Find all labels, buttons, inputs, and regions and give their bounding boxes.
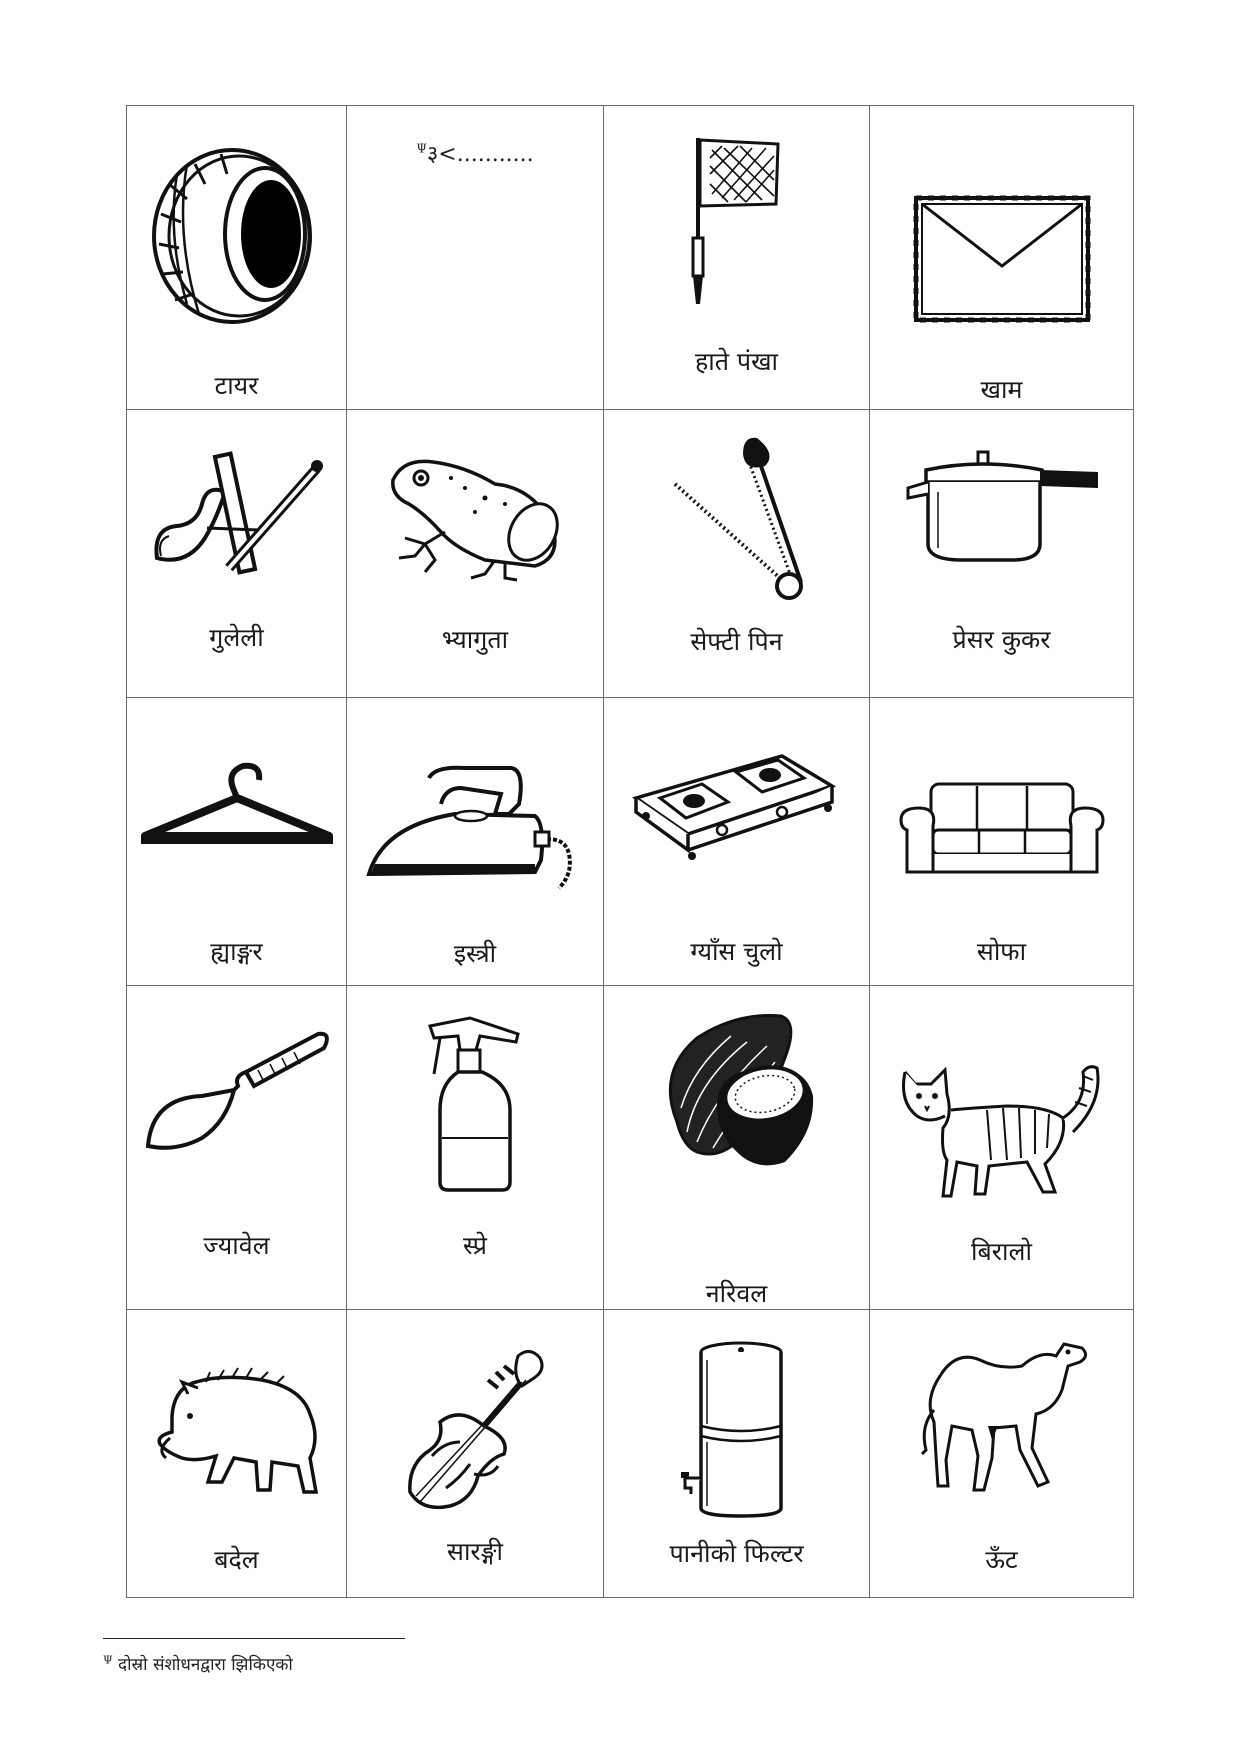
picture-word-grid — [126, 105, 1134, 1598]
word-label: प्रेसर कुकर — [952, 625, 1051, 654]
removed-entry-text: ३<........... — [426, 142, 534, 167]
word-label: खाम — [980, 375, 1023, 404]
cell-iron — [347, 698, 604, 986]
hand-fan-icon — [682, 134, 792, 314]
word-label: स्प्रे — [463, 1231, 487, 1260]
gas-stove-icon — [632, 750, 842, 870]
pressure-cooker-icon — [902, 448, 1102, 568]
cell-sofa — [870, 698, 1134, 986]
footnote — [103, 1652, 293, 1675]
word-label: बिरालो — [971, 1237, 1032, 1266]
slingshot-icon — [147, 448, 327, 578]
boar-icon — [152, 1366, 322, 1496]
footnote-marker: Ψ — [416, 141, 427, 156]
cell-slingshot — [127, 410, 347, 698]
word-label: सारङ्गी — [447, 1537, 503, 1566]
footnote-marker: Ψ — [103, 1653, 113, 1667]
cell-frog — [347, 410, 604, 698]
frog-icon — [385, 448, 565, 583]
word-label: ग्याँस चुलो — [690, 937, 783, 966]
coconut-icon — [657, 1012, 817, 1172]
iron-icon — [365, 764, 585, 894]
footnote-text: दोस्रो संशोधनद्वारा झिकिएको — [112, 1655, 293, 1675]
word-label: इस्त्री — [453, 939, 497, 968]
word-label: सेफ्टी पिन — [690, 627, 783, 656]
word-label: गुलेली — [209, 623, 264, 652]
cat-icon — [897, 1062, 1107, 1202]
safety-pin-icon — [667, 432, 807, 602]
trowel-icon — [142, 1026, 332, 1156]
cell-hand-fan — [604, 106, 870, 410]
camel-icon — [912, 1330, 1092, 1500]
word-label: ह्याङ्गर — [210, 937, 263, 966]
cell-pressure-cooker — [870, 410, 1134, 698]
sarangi-icon — [400, 1346, 550, 1516]
cell-camel — [870, 1310, 1134, 1598]
cell-coconut — [604, 986, 870, 1310]
word-label: सोफा — [976, 937, 1027, 966]
word-label: भ्यागुता — [441, 625, 509, 654]
cell-trowel — [127, 986, 347, 1310]
cell-tire — [127, 106, 347, 410]
tire-icon — [147, 144, 327, 324]
cell-boar — [127, 1310, 347, 1598]
removed-entry — [347, 138, 603, 168]
word-label: ऊँट — [985, 1545, 1018, 1574]
cell-gas-stove — [604, 698, 870, 986]
word-label: ज्यावेल — [203, 1231, 270, 1260]
water-filter-icon — [677, 1340, 797, 1520]
cell-sarangi — [347, 1310, 604, 1598]
sofa-icon — [897, 780, 1107, 880]
cell-safety-pin — [604, 410, 870, 698]
footnote-rule — [103, 1638, 405, 1639]
word-label: हाते पंखा — [694, 347, 779, 376]
spray-bottle-icon — [420, 1014, 530, 1194]
cell-spray — [347, 986, 604, 1310]
cell-envelope — [870, 106, 1134, 410]
cell-hanger — [127, 698, 347, 986]
word-label: बदेल — [214, 1545, 259, 1574]
word-label: नरिवल — [705, 1279, 768, 1308]
hanger-icon — [137, 758, 337, 858]
word-label: टायर — [214, 371, 259, 400]
cell-water-filter — [604, 1310, 870, 1598]
word-label: पानीको फिल्टर — [669, 1539, 804, 1568]
cell-cat — [870, 986, 1134, 1310]
cell-removed — [347, 106, 604, 410]
envelope-icon — [912, 194, 1092, 324]
